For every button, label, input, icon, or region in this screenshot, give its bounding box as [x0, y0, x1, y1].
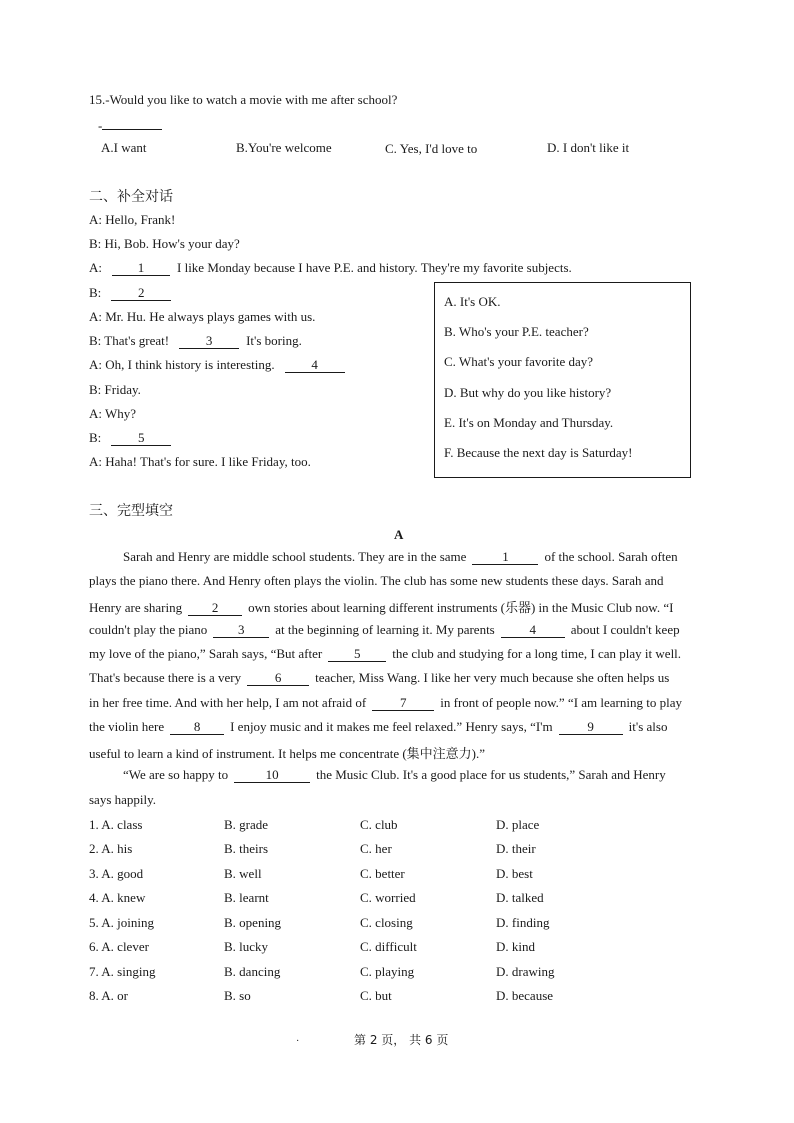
- choice-option: 5. A. joining: [89, 915, 155, 930]
- section3-title: 三、完型填空: [89, 503, 173, 519]
- dialogue-line: [89, 430, 178, 446]
- cloze-blank: 1: [472, 550, 538, 565]
- passage-line: [89, 670, 669, 686]
- dialogue-line: [89, 382, 141, 398]
- passage-line: [89, 597, 673, 616]
- cloze-blank: 9: [559, 720, 623, 735]
- passage-line: [123, 767, 666, 783]
- dialogue-line: [89, 260, 572, 276]
- answer-blank: 1: [112, 261, 170, 276]
- passage-text: “We are so happy to: [123, 767, 229, 782]
- dialogue-line: [89, 357, 352, 373]
- dialogue-line: [89, 285, 178, 301]
- passage-text: says happily.: [89, 792, 157, 807]
- speaker-text: B:: [89, 430, 102, 445]
- speaker-text: B: That's great!: [89, 333, 170, 348]
- choice-option: D. talked: [496, 890, 544, 905]
- answer-blank: 2: [111, 286, 171, 301]
- speaker-text: B: Friday.: [89, 382, 141, 397]
- passage-text: in front of people now.” “I am learning to play: [440, 695, 682, 710]
- choice-option: C. better: [360, 866, 405, 881]
- passage-text: about I couldn't keep: [570, 622, 680, 637]
- passage-line: [89, 792, 156, 808]
- choice-option: B. learnt: [224, 890, 269, 905]
- choice-option: D. because: [496, 988, 554, 1003]
- passage-text: at the beginning of learning it. My parents: [275, 622, 495, 637]
- box-option-f: F. Because the next day is Saturday!: [444, 445, 633, 460]
- passage-text: it's also: [628, 719, 668, 734]
- choice-option: B. theirs: [224, 841, 269, 856]
- passage-text: couldn't play the piano: [89, 622, 208, 637]
- choice-option: C. worried: [360, 890, 416, 905]
- cloze-blank: 5: [328, 647, 386, 662]
- answer-blank: 4: [285, 358, 345, 373]
- box-option-e: E. It's on Monday and Thursday.: [444, 415, 614, 430]
- passage-text: That's because there is a very: [89, 670, 242, 685]
- cloze-blank: 3: [213, 623, 269, 638]
- page-number: 第 2 页， 共 6 页: [354, 1033, 449, 1047]
- cloze-blank: 4: [501, 623, 565, 638]
- choice-option: B. grade: [224, 817, 269, 832]
- choice-option: C. playing: [360, 964, 415, 979]
- passage-text: plays the piano there. And Henry often plays the violin. The club has some new students these days. Sarah and: [89, 573, 664, 588]
- passage-label: A: [394, 527, 404, 542]
- choice-option: D. finding: [496, 915, 550, 930]
- choice-option: D. kind: [496, 939, 535, 954]
- choice-option: 1. A. class: [89, 817, 143, 832]
- options-box: [434, 282, 691, 478]
- answer-blank: 5: [111, 431, 171, 446]
- choice-option: D. their: [496, 841, 536, 856]
- cloze-blank: 2: [188, 601, 242, 616]
- choice-option: 3. A. good: [89, 866, 144, 881]
- choice-option: B. opening: [224, 915, 282, 930]
- dialogue-text: I like Monday because I have P.E. and history. They're my favorite subjects.: [177, 260, 572, 275]
- question-15: 15.-Would you like to watch a movie with me after school?: [89, 92, 398, 107]
- q15-option-d: D. I don't like it: [547, 140, 630, 155]
- q15-option-a: A.I want: [101, 140, 147, 155]
- passage-text: useful to learn a kind of instrument. It helps me concentrate (集中注意力).”: [89, 746, 486, 761]
- cloze-blank: 7: [372, 696, 434, 711]
- box-option-d: D. But why do you like history?: [444, 385, 612, 400]
- passage-line: [89, 622, 680, 638]
- passage-text: own stories about learning different instruments (乐器) in the Music Club now. “I: [248, 600, 674, 615]
- choice-option: C. club: [360, 817, 398, 832]
- answer-blank: 3: [179, 334, 239, 349]
- dialogue-line: [89, 406, 136, 422]
- choice-option: B. so: [224, 988, 251, 1003]
- speaker-text: A:: [89, 260, 102, 275]
- passage-text: Henry are sharing: [89, 600, 183, 615]
- passage-line: [89, 695, 682, 711]
- dialogue-line: [89, 212, 175, 228]
- speaker-text: B: Hi, Bob. How's your day?: [89, 236, 240, 251]
- passage-line: [89, 646, 681, 662]
- passage-line: [89, 743, 485, 762]
- choice-option: B. dancing: [224, 964, 281, 979]
- passage-text: I enjoy music and it makes me feel relaxed.” Henry says, “I'm: [230, 719, 553, 734]
- choice-option: B. well: [224, 866, 262, 881]
- passage-text: the Music Club. It's a good place for us students,” Sarah and Henry: [316, 767, 666, 782]
- choice-option: 8. A. or: [89, 988, 128, 1003]
- passage-line: [123, 549, 678, 565]
- passage-text: the club and studying for a long time, I can play it well.: [392, 646, 682, 661]
- dialogue-line: [89, 309, 315, 325]
- speaker-text: A: Mr. Hu. He always plays games with us.: [89, 309, 316, 324]
- passage-text: Sarah and Henry are middle school students. They are in the same: [123, 549, 467, 564]
- speaker-text: A: Haha! That's for sure. I like Friday, too.: [89, 454, 311, 469]
- choice-option: D. place: [496, 817, 540, 832]
- q15-option-b: B.You're welcome: [236, 140, 332, 155]
- dialogue-line: [89, 333, 302, 349]
- choice-option: B. lucky: [224, 939, 269, 954]
- passage-text: the violin here: [89, 719, 165, 734]
- cloze-blank: 8: [170, 720, 224, 735]
- choice-option: C. but: [360, 988, 392, 1003]
- speaker-text: A: Hello, Frank!: [89, 212, 176, 227]
- passage-text: in her free time. And with her help, I am not afraid of: [89, 695, 367, 710]
- answer-dash: -: [98, 118, 103, 133]
- cloze-blank: 10: [234, 768, 310, 783]
- passage-text: of the school. Sarah often: [544, 549, 678, 564]
- passage-line: [89, 573, 664, 589]
- speaker-text: A: Oh, I think history is interesting.: [89, 357, 275, 372]
- dialogue-line: [89, 454, 311, 470]
- speaker-text: B:: [89, 285, 102, 300]
- q15-option-c: C. Yes, I'd love to: [385, 141, 478, 156]
- choice-option: 4. A. knew: [89, 890, 146, 905]
- choice-option: 7. A. singing: [89, 964, 156, 979]
- footer-dot: ·: [296, 1036, 300, 1047]
- choice-option: D. drawing: [496, 964, 555, 979]
- speaker-text: A: Why?: [89, 406, 137, 421]
- choice-option: 6. A. clever: [89, 939, 149, 954]
- box-option-c: C. What's your favorite day?: [444, 354, 594, 369]
- choice-option: C. closing: [360, 915, 413, 930]
- passage-line: [89, 719, 667, 735]
- section2-title: 二、补全对话: [89, 189, 173, 205]
- dialogue-text: It's boring.: [246, 333, 302, 348]
- cloze-blank: 6: [247, 671, 309, 686]
- choice-option: D. best: [496, 866, 533, 881]
- passage-text: teacher, Miss Wang. I like her very much because she often helps us: [315, 670, 670, 685]
- box-option-a: A. It's OK.: [444, 294, 501, 309]
- choice-option: 2. A. his: [89, 841, 133, 856]
- passage-text: my love of the piano,” Sarah says, “But after: [89, 646, 323, 661]
- box-option-b: B. Who's your P.E. teacher?: [444, 324, 589, 339]
- choice-option: C. her: [360, 841, 392, 856]
- choice-option: C. difficult: [360, 939, 417, 954]
- dialogue-line: [89, 236, 240, 252]
- answer-blank-15: [98, 118, 162, 134]
